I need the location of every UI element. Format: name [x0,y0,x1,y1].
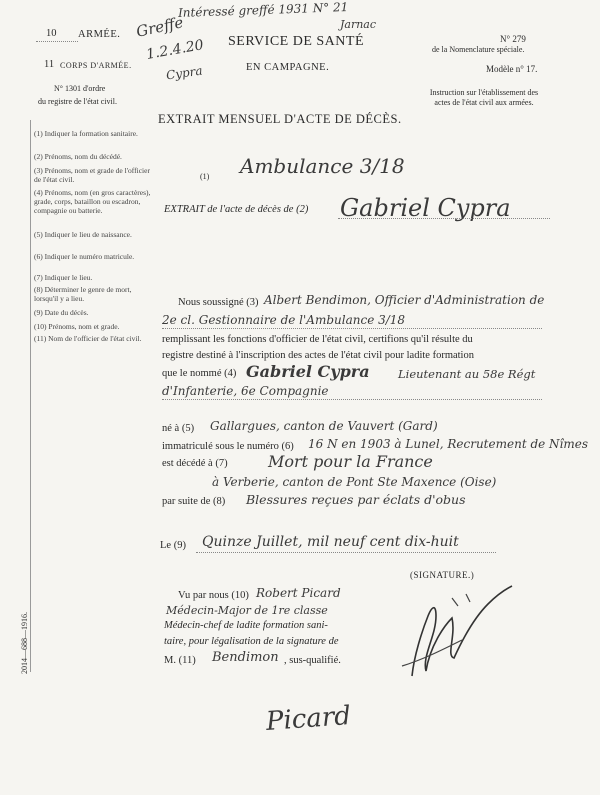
registre-number: N° 1301 d'ordre [54,84,106,93]
born-label: né à (5) [162,423,195,434]
date-rule [196,552,496,553]
formation-value: Ambulance 3/18 [240,154,405,178]
date-value: Quinze Juillet, mil neuf cent dix-huit [202,534,459,550]
instruction-note: Instruction sur l'établissement des actes de l'état civil aux armées. [429,88,539,107]
margin-note-3: (3) Prénoms, nom et grade de l'officier de l'état civil. [34,166,150,184]
corps-number: 11 [44,59,55,70]
vu-rank: Médecin-Major de 1re classe [166,604,328,617]
matricule-value: 16 N en 1903 à Lunel, Recrutement de Nîmes [308,437,589,451]
officer-name: Albert Bendimon, Officier d'Administration de [264,293,545,307]
named-unit: d'Infanterie, 6e Compagnie [162,384,329,398]
margin-note-5: (5) Indiquer le lieu de naissance. [34,230,132,239]
margin-line [30,120,31,672]
page-subtitle: EN CAMPAGNE. [246,62,330,73]
handwritten-greffe: Greffe [134,13,185,41]
officer-rule [162,328,542,329]
margin-note-4: (4) Prénoms, nom (en gros caractères), grade, corps, bataillon ou escadron, compagnie ou batterie. [34,188,151,215]
margin-note-10: (10) Prénoms, nom et grade. [34,322,120,331]
margin-note-9: (9) Date du décès. [34,308,89,317]
bottom-signature: Picard [265,701,352,737]
medecin-line-1: Médecin-chef de ladite formation sani- [164,620,328,631]
died-place: à Verberie, canton de Pont Ste Maxence (Oise) [212,475,497,489]
handwritten-top-note-2: Jarnac [340,18,377,31]
cause-label: par suite de (8) [162,496,226,507]
margin-note-8: (8) Déterminer le genre de mort, lorsqu'il y a lieu. [34,285,132,303]
died-value: Mort pour la France [268,452,433,471]
cause-value: Blessures reçues par éclats d'obus [246,492,466,507]
handwritten-left-name: Cypra [165,63,204,83]
nomenclature-number: N° 279 [500,34,526,44]
body-line-3: remplissant les fonctions d'officier de l'état civil, certifions qu'il résulte du [162,334,473,345]
medecin-line-2: taire, pour légalisation de la signature de [164,636,339,647]
signature-label: (SIGNATURE.) [410,570,475,580]
died-label: est décédé à (7) [162,458,228,469]
armee-number: 10 [46,28,57,39]
date-label: Le (9) [160,540,186,551]
extrait-label: EXTRAIT de l'acte de décès de (2) [164,204,309,215]
margin-note-1: (1) Indiquer la formation sanitaire. [34,129,138,138]
soussigne-label: Nous soussigné (3) [178,297,259,308]
vu-name: Robert Picard [256,586,341,600]
extrait-rule [338,218,550,219]
page-title: SERVICE DE SANTÉ [228,34,364,49]
born-place: Gallargues, canton de Vauvert (Gard) [210,419,438,433]
margin-note-11: (11) Nom de l'officier de l'état civil. [34,334,142,343]
unit-rule [162,399,542,400]
officer-signature [392,576,522,686]
matricule-label: immatriculé sous le numéro (6) [162,441,294,452]
named-person: Gabriel Cypra [246,362,370,381]
nomenclature-label: de la Nomenclature spéciale. [432,45,525,54]
m-suffix: , sus-qualifié. [284,655,341,666]
named-rank: Lieutenant au 58e Régt [398,367,536,381]
margin-note-7: (7) Indiquer le lieu. [34,273,93,282]
officer-line2: 2e cl. Gestionnaire de l'Ambulance 3/18 [162,313,406,327]
deceased-name: Gabriel Cypra [340,194,511,222]
handwritten-top-note: Intéressé greffé 1931 N° 21 [177,0,349,20]
m-label: M. (11) [164,655,196,666]
margin-note-2: (2) Prénoms, nom du décédé. [34,152,122,161]
registre-label: du registre de l'état civil. [38,97,117,106]
side-print-code: 2014—688—1916. [20,612,29,674]
armee-label: ARMÉE. [78,29,121,40]
body-line-4: registre destiné à l'inscription des actes de l'état civil pour ladite formation [162,350,474,361]
handwritten-date: 1.2.4.20 [145,37,205,63]
margin-note-6: (6) Indiquer le numéro matricule. [34,252,135,261]
armee-rule [36,41,78,42]
document-title: EXTRAIT MENSUEL D'ACTE DE DÉCÈS. [158,112,402,126]
corps-label: CORPS D'ARMÉE. [60,61,132,70]
modele-number: Modèle n° 17. [486,64,538,74]
formation-marker: (1) [200,172,210,181]
nomme-label: que le nommé (4) [162,368,237,379]
vu-label: Vu par nous (10) [178,590,249,601]
m-name: Bendimon [212,650,279,665]
